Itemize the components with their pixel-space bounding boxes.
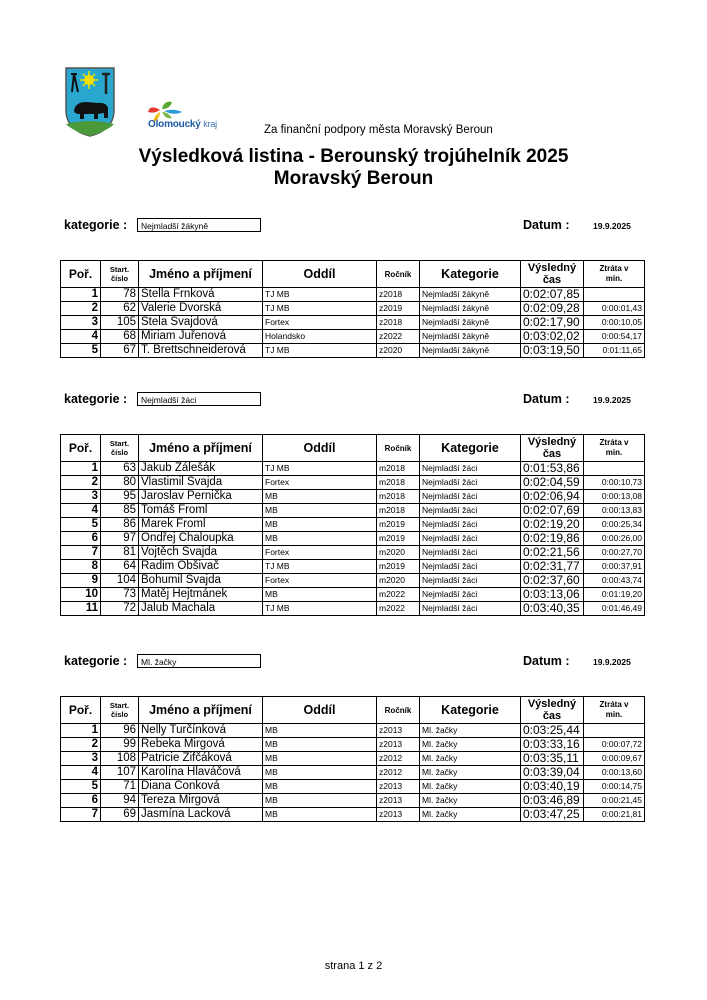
cell-oddil: TJ MB <box>263 602 377 616</box>
cell-vysledny-cas: 0:03:25,44 <box>521 724 584 738</box>
cell-start-number: 105 <box>101 316 139 330</box>
cell-start-number: 99 <box>101 738 139 752</box>
cell-rocnik: z2020 <box>377 344 420 358</box>
cell-start-number: 80 <box>101 476 139 490</box>
header-por: Poř. <box>61 697 101 724</box>
table-row <box>61 724 645 738</box>
table-header-row <box>61 435 645 462</box>
cell-ztrata: 0:00:13,83 <box>584 504 645 518</box>
table-row <box>61 546 645 560</box>
cell-name: Tereza Mirgová <box>139 794 263 808</box>
cell-por: 11 <box>61 602 101 616</box>
cell-por: 5 <box>61 780 101 794</box>
cell-start-number: 86 <box>101 518 139 532</box>
moravsky-beroun-crest-icon <box>64 66 116 138</box>
cell-kategorie: Nejmladší žáci <box>420 490 521 504</box>
cell-start-number: 107 <box>101 766 139 780</box>
table-header-row <box>61 261 645 288</box>
cell-start-number: 78 <box>101 288 139 302</box>
cell-ztrata: 0:00:01,43 <box>584 302 645 316</box>
cell-start-number: 62 <box>101 302 139 316</box>
datum-value: 19.9.2025 <box>593 657 631 667</box>
cell-ztrata: 0:00:25,34 <box>584 518 645 532</box>
cell-rocnik: z2018 <box>377 316 420 330</box>
header-kategorie: Kategorie <box>420 435 521 462</box>
cell-name: Jaroslav Pernička <box>139 490 263 504</box>
cell-name: Miriam Juřenová <box>139 330 263 344</box>
cell-name: Vojtěch Švajda <box>139 546 263 560</box>
cell-ztrata: 0:01:46,49 <box>584 602 645 616</box>
cell-start-number: 85 <box>101 504 139 518</box>
cell-start-number: 72 <box>101 602 139 616</box>
cell-kategorie: Ml. žačky <box>420 738 521 752</box>
cell-kategorie: Nejmladší žáci <box>420 504 521 518</box>
header-rocnik: Ročník <box>377 261 420 288</box>
cell-start-number: 71 <box>101 780 139 794</box>
cell-oddil: MB <box>263 752 377 766</box>
cell-rocnik: m2018 <box>377 462 420 476</box>
cell-vysledny-cas: 0:02:09,28 <box>521 302 584 316</box>
header-name: Jméno a příjmení <box>139 697 263 724</box>
cell-oddil: Fortex <box>263 574 377 588</box>
cell-vysledny-cas: 0:03:33,16 <box>521 738 584 752</box>
support-text: Za finanční podpory města Moravský Beroun <box>264 124 493 136</box>
cell-name: Jakub Zálešák <box>139 462 263 476</box>
cell-ztrata: 0:00:13,08 <box>584 490 645 504</box>
results-table <box>60 434 645 616</box>
cell-por: 4 <box>61 330 101 344</box>
region-logo-name: Olomoucký <box>148 119 201 130</box>
cell-name: Ondřej Chaloupka <box>139 532 263 546</box>
cell-vysledny-cas: 0:03:47,25 <box>521 808 584 822</box>
cell-kategorie: Nejmladší žákyně <box>420 316 521 330</box>
kategorie-value: Ml. žačky <box>137 654 261 668</box>
cell-ztrata: 0:00:37,91 <box>584 560 645 574</box>
header-start: Start. číslo <box>101 435 139 462</box>
page-number: strana 1 z 2 <box>324 960 383 972</box>
datum-label: Datum : <box>523 218 570 232</box>
cell-por: 8 <box>61 560 101 574</box>
table-row <box>61 602 645 616</box>
cell-name: Bohumil Švajda <box>139 574 263 588</box>
cell-start-number: 94 <box>101 794 139 808</box>
table-row <box>61 316 645 330</box>
cell-ztrata: 0:00:26,00 <box>584 532 645 546</box>
cell-kategorie: Nejmladší žáci <box>420 462 521 476</box>
table-header-row <box>61 697 645 724</box>
header-oddil: Oddíl <box>263 261 377 288</box>
cell-ztrata <box>584 288 645 302</box>
cell-start-number: 67 <box>101 344 139 358</box>
datum-value: 19.9.2025 <box>593 395 631 405</box>
cell-vysledny-cas: 0:03:39,04 <box>521 766 584 780</box>
cell-ztrata: 0:00:13,60 <box>584 766 645 780</box>
table-row <box>61 518 645 532</box>
kategorie-label: kategorie : <box>64 654 128 668</box>
cell-name: T. Brettschneiderová <box>139 344 263 358</box>
cell-rocnik: m2018 <box>377 476 420 490</box>
table-row <box>61 752 645 766</box>
cell-oddil: MB <box>263 780 377 794</box>
header-oddil: Oddíl <box>263 435 377 462</box>
cell-vysledny-cas: 0:02:19,20 <box>521 518 584 532</box>
cell-por: 1 <box>61 462 101 476</box>
header-start: Start. číslo <box>101 697 139 724</box>
cell-oddil: MB <box>263 738 377 752</box>
cell-kategorie: Nejmladší žáci <box>420 602 521 616</box>
header-vysledny-cas: Výsledný čas <box>521 697 584 724</box>
cell-vysledny-cas: 0:02:31,77 <box>521 560 584 574</box>
cell-name: Patricie Zifčáková <box>139 752 263 766</box>
cell-kategorie: Nejmladší žáci <box>420 518 521 532</box>
cell-vysledny-cas: 0:03:46,89 <box>521 794 584 808</box>
cell-rocnik: z2022 <box>377 330 420 344</box>
cell-ztrata: 0:00:09,67 <box>584 752 645 766</box>
kategorie-value: Nejmladší žákyně <box>137 218 261 232</box>
header-ztrata: Ztráta v min. <box>584 697 645 724</box>
table-row <box>61 574 645 588</box>
cell-start-number: 63 <box>101 462 139 476</box>
cell-vysledny-cas: 0:03:40,35 <box>521 602 584 616</box>
table-row <box>61 738 645 752</box>
cell-start-number: 64 <box>101 560 139 574</box>
cell-oddil: TJ MB <box>263 302 377 316</box>
page-title: Výsledková listina - Berounský trojúhelník 2025 <box>138 146 569 167</box>
cell-oddil: TJ MB <box>263 560 377 574</box>
cell-por: 5 <box>61 344 101 358</box>
cell-name: Valerie Dvorská <box>139 302 263 316</box>
cell-ztrata: 0:00:14,75 <box>584 780 645 794</box>
cell-ztrata <box>584 462 645 476</box>
cell-kategorie: Nejmladší žáci <box>420 476 521 490</box>
header-kategorie: Kategorie <box>420 697 521 724</box>
cell-name: Stela Švajdová <box>139 316 263 330</box>
cell-rocnik: m2019 <box>377 518 420 532</box>
cell-ztrata: 0:00:54,17 <box>584 330 645 344</box>
table-row <box>61 476 645 490</box>
cell-oddil: TJ MB <box>263 288 377 302</box>
header-rocnik: Ročník <box>377 435 420 462</box>
cell-kategorie: Ml. žačky <box>420 780 521 794</box>
cell-start-number: 69 <box>101 808 139 822</box>
cell-kategorie: Nejmladší žákyně <box>420 330 521 344</box>
cell-start-number: 97 <box>101 532 139 546</box>
cell-por: 5 <box>61 518 101 532</box>
cell-por: 1 <box>61 724 101 738</box>
cell-rocnik: z2012 <box>377 766 420 780</box>
cell-name: Nelly Turčínková <box>139 724 263 738</box>
header-ztrata: Ztráta v min. <box>584 261 645 288</box>
cell-name: Jalub Machala <box>139 602 263 616</box>
cell-oddil: MB <box>263 532 377 546</box>
cell-por: 10 <box>61 588 101 602</box>
cell-por: 2 <box>61 476 101 490</box>
cell-oddil: MB <box>263 724 377 738</box>
cell-vysledny-cas: 0:02:17,90 <box>521 316 584 330</box>
cell-oddil: MB <box>263 794 377 808</box>
cell-oddil: TJ MB <box>263 344 377 358</box>
cell-kategorie: Nejmladší žáci <box>420 588 521 602</box>
cell-ztrata: 0:00:21,81 <box>584 808 645 822</box>
table-row <box>61 330 645 344</box>
header-vysledny-cas: Výsledný čas <box>521 261 584 288</box>
results-table <box>60 696 645 822</box>
cell-oddil: TJ MB <box>263 462 377 476</box>
table-row <box>61 490 645 504</box>
cell-vysledny-cas: 0:03:19,50 <box>521 344 584 358</box>
cell-kategorie: Ml. žačky <box>420 752 521 766</box>
cell-name: Stella Frnková <box>139 288 263 302</box>
cell-vysledny-cas: 0:03:40,19 <box>521 780 584 794</box>
cell-por: 1 <box>61 288 101 302</box>
cell-vysledny-cas: 0:02:04,59 <box>521 476 584 490</box>
results-table <box>60 260 645 358</box>
cell-ztrata: 0:00:21,45 <box>584 794 645 808</box>
cell-kategorie: Nejmladší žáci <box>420 546 521 560</box>
cell-por: 7 <box>61 808 101 822</box>
cell-vysledny-cas: 0:03:02,02 <box>521 330 584 344</box>
table-row <box>61 808 645 822</box>
cell-vysledny-cas: 0:02:07,69 <box>521 504 584 518</box>
header-oddil: Oddíl <box>263 697 377 724</box>
cell-ztrata: 0:00:43,74 <box>584 574 645 588</box>
cell-kategorie: Nejmladší žáci <box>420 560 521 574</box>
cell-oddil: MB <box>263 766 377 780</box>
cell-start-number: 73 <box>101 588 139 602</box>
cell-kategorie: Nejmladší žákyně <box>420 288 521 302</box>
cell-name: Tomáš Froml <box>139 504 263 518</box>
datum-label: Datum : <box>523 392 570 406</box>
cell-por: 2 <box>61 738 101 752</box>
cell-oddil: MB <box>263 808 377 822</box>
cell-oddil: MB <box>263 504 377 518</box>
cell-kategorie: Nejmladší žáci <box>420 532 521 546</box>
cell-vysledny-cas: 0:02:19,86 <box>521 532 584 546</box>
cell-start-number: 96 <box>101 724 139 738</box>
cell-oddil: Fortex <box>263 476 377 490</box>
header-kategorie: Kategorie <box>420 261 521 288</box>
cell-por: 3 <box>61 490 101 504</box>
header-vysledny-cas: Výsledný čas <box>521 435 584 462</box>
cell-rocnik: z2013 <box>377 780 420 794</box>
table-row <box>61 344 645 358</box>
cell-oddil: Holandsko <box>263 330 377 344</box>
cell-ztrata: 0:00:10,73 <box>584 476 645 490</box>
cell-name: Diana Čonková <box>139 780 263 794</box>
table-row <box>61 288 645 302</box>
table-row <box>61 780 645 794</box>
cell-ztrata <box>584 724 645 738</box>
cell-ztrata: 0:01:11,65 <box>584 344 645 358</box>
header-name: Jméno a příjmení <box>139 261 263 288</box>
cell-por: 9 <box>61 574 101 588</box>
cell-name: Radim Obšivač <box>139 560 263 574</box>
cell-name: Marek Froml <box>139 518 263 532</box>
cell-name: Rebeka Mirgová <box>139 738 263 752</box>
cell-start-number: 104 <box>101 574 139 588</box>
header-rocnik: Ročník <box>377 697 420 724</box>
datum-value: 19.9.2025 <box>593 221 631 231</box>
cell-kategorie: Ml. žačky <box>420 794 521 808</box>
cell-por: 2 <box>61 302 101 316</box>
table-row <box>61 794 645 808</box>
cell-rocnik: m2018 <box>377 504 420 518</box>
cell-name: Vlastimil Švajda <box>139 476 263 490</box>
table-row <box>61 462 645 476</box>
cell-kategorie: Ml. žačky <box>420 766 521 780</box>
cell-por: 3 <box>61 316 101 330</box>
cell-por: 7 <box>61 546 101 560</box>
cell-por: 3 <box>61 752 101 766</box>
cell-name: Matěj Hejtmánek <box>139 588 263 602</box>
cell-rocnik: m2020 <box>377 574 420 588</box>
header-ztrata: Ztráta v min. <box>584 435 645 462</box>
cell-kategorie: Ml. žačky <box>420 724 521 738</box>
table-row <box>61 504 645 518</box>
cell-start-number: 68 <box>101 330 139 344</box>
kategorie-label: kategorie : <box>64 218 128 232</box>
cell-oddil: MB <box>263 490 377 504</box>
cell-start-number: 95 <box>101 490 139 504</box>
cell-vysledny-cas: 0:01:53,86 <box>521 462 584 476</box>
header-por: Poř. <box>61 435 101 462</box>
table-row <box>61 560 645 574</box>
page-subtitle: Moravský Beroun <box>273 168 434 189</box>
region-logo-suffix: kraj <box>203 119 217 129</box>
header-por: Poř. <box>61 261 101 288</box>
cell-vysledny-cas: 0:02:37,60 <box>521 574 584 588</box>
cell-rocnik: m2018 <box>377 490 420 504</box>
cell-rocnik: z2019 <box>377 302 420 316</box>
cell-vysledny-cas: 0:02:07,85 <box>521 288 584 302</box>
datum-label: Datum : <box>523 654 570 668</box>
cell-rocnik: z2013 <box>377 794 420 808</box>
kategorie-value: Nejmladší žáci <box>137 392 261 406</box>
cell-name: Jasmína Lacková <box>139 808 263 822</box>
cell-vysledny-cas: 0:02:21,56 <box>521 546 584 560</box>
cell-ztrata: 0:01:19,20 <box>584 588 645 602</box>
cell-rocnik: m2019 <box>377 532 420 546</box>
cell-rocnik: z2012 <box>377 752 420 766</box>
cell-name: Karolína Hlaváčová <box>139 766 263 780</box>
cell-rocnik: z2013 <box>377 738 420 752</box>
table-row <box>61 766 645 780</box>
table-row <box>61 588 645 602</box>
cell-oddil: Fortex <box>263 316 377 330</box>
cell-por: 6 <box>61 794 101 808</box>
cell-ztrata: 0:00:10,05 <box>584 316 645 330</box>
cell-kategorie: Ml. žačky <box>420 808 521 822</box>
cell-kategorie: Nejmladší žákyně <box>420 344 521 358</box>
table-row <box>61 532 645 546</box>
header-name: Jméno a příjmení <box>139 435 263 462</box>
cell-rocnik: m2020 <box>377 546 420 560</box>
cell-kategorie: Nejmladší žákyně <box>420 302 521 316</box>
header-start: Start. číslo <box>101 261 139 288</box>
cell-ztrata: 0:00:07,72 <box>584 738 645 752</box>
cell-rocnik: m2022 <box>377 602 420 616</box>
cell-rocnik: m2019 <box>377 560 420 574</box>
cell-vysledny-cas: 0:03:13,06 <box>521 588 584 602</box>
cell-oddil: Fortex <box>263 546 377 560</box>
cell-rocnik: z2018 <box>377 288 420 302</box>
cell-kategorie: Nejmladší žáci <box>420 574 521 588</box>
cell-por: 4 <box>61 766 101 780</box>
cell-vysledny-cas: 0:03:35,11 <box>521 752 584 766</box>
cell-vysledny-cas: 0:02:06,94 <box>521 490 584 504</box>
kategorie-label: kategorie : <box>64 392 128 406</box>
cell-por: 6 <box>61 532 101 546</box>
cell-rocnik: z2013 <box>377 724 420 738</box>
cell-start-number: 108 <box>101 752 139 766</box>
cell-oddil: MB <box>263 518 377 532</box>
table-row <box>61 302 645 316</box>
olomoucky-kraj-logo <box>146 100 256 134</box>
cell-rocnik: z2013 <box>377 808 420 822</box>
cell-ztrata: 0:00:27,70 <box>584 546 645 560</box>
cell-oddil: MB <box>263 588 377 602</box>
cell-rocnik: m2022 <box>377 588 420 602</box>
cell-por: 4 <box>61 504 101 518</box>
cell-start-number: 81 <box>101 546 139 560</box>
